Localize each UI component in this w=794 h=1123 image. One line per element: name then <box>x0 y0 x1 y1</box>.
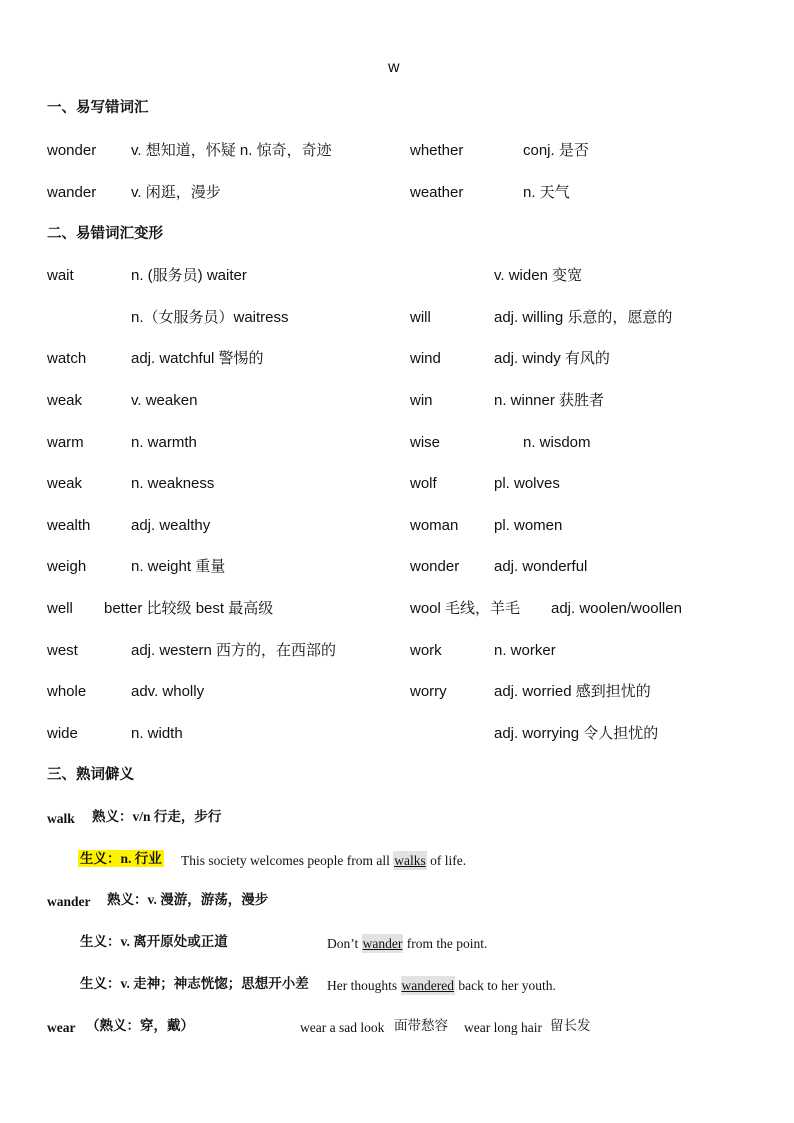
base-word: west <box>47 642 78 659</box>
vocab-meaning: n. 天气 <box>523 184 570 201</box>
word-form: adv. wholly <box>131 683 205 700</box>
example-text: of life. <box>426 853 467 868</box>
word-form: adj. windy 有风的 <box>494 350 610 367</box>
base-word: watch <box>47 350 87 367</box>
example-sentence <box>327 935 487 953</box>
example-text: Don’t <box>327 936 362 951</box>
word-form: n. weakness <box>131 475 215 492</box>
section-heading-1: 一、易写错词汇 <box>47 100 149 116</box>
phrase-translation: 留长发 <box>550 1018 591 1033</box>
word-form: adj. worrying 令人担忧的 <box>494 725 659 742</box>
vocab-meaning: v. 想知道，怀疑 n. 惊奇，奇迹 <box>131 142 332 159</box>
entry-word: walk <box>47 811 75 826</box>
word-form: better 比较级 best 最高级 <box>104 600 274 617</box>
rare-meaning <box>78 850 164 868</box>
word-form: adj. wonderful <box>494 558 588 575</box>
vocab-meaning: v. 闲逛，漫步 <box>131 184 221 201</box>
phrase-translation: 面带愁容 <box>394 1018 448 1033</box>
word-form: n. warmth <box>131 434 197 451</box>
base-word: worry <box>410 683 447 700</box>
base-word: win <box>410 392 433 409</box>
vocab-word: weather <box>410 184 464 201</box>
rare-meaning: 生义：v. 离开原处或正道 <box>80 934 228 949</box>
rare-meaning: 生义：v. 走神；神志恍惚；思想开小差 <box>80 976 309 991</box>
example-sentence <box>181 852 466 870</box>
base-word: will <box>410 309 431 326</box>
highlight-label: 生义：n. 行业 <box>80 851 162 866</box>
word-form: adj. watchful 警惕的 <box>131 350 264 367</box>
key-word: walks <box>394 853 426 868</box>
base-word: wool 毛线，羊毛 <box>410 600 521 617</box>
example-sentence <box>327 977 556 995</box>
section-heading-2: 二、易错词汇变形 <box>47 226 163 242</box>
example-text: from the point. <box>403 936 488 951</box>
word-form: n. width <box>131 725 183 742</box>
base-word: wise <box>410 434 441 451</box>
base-word: work <box>410 642 442 659</box>
word-form: n.（女服务员）waitress <box>131 309 289 326</box>
vocab-word: whether <box>410 142 464 159</box>
base-word: wealth <box>47 517 91 534</box>
entry-word: wear <box>47 1020 76 1035</box>
word-form: n. worker <box>494 642 556 659</box>
word-form: n. weight 重量 <box>131 558 226 575</box>
word-form: adj. woolen/woollen <box>551 600 682 617</box>
word-form: v. widen 变宽 <box>494 267 583 284</box>
base-word: wide <box>47 725 78 742</box>
base-word: wolf <box>410 475 437 492</box>
familiar-meaning: 熟义：v. 漫游，游荡，漫步 <box>107 892 269 907</box>
base-word: woman <box>410 517 459 534</box>
word-form: adj. worried 感到担忧的 <box>494 683 651 700</box>
base-word: warm <box>47 434 84 451</box>
word-form: pl. wolves <box>494 475 560 492</box>
example-text: Her thoughts <box>327 978 401 993</box>
familiar-meaning: 熟义：v/n 行走，步行 <box>92 809 222 824</box>
entry-word: wander <box>47 894 91 909</box>
vocab-word: wander <box>47 184 97 201</box>
word-form: n. winner 获胜者 <box>494 392 605 409</box>
vocab-meaning: conj. 是否 <box>523 142 589 159</box>
word-form: v. weaken <box>131 392 198 409</box>
word-form: adj. wealthy <box>131 517 211 534</box>
vocab-word: wonder <box>47 142 97 159</box>
section-heading-3: 三、熟词僻义 <box>47 767 134 783</box>
base-word: well <box>47 600 73 617</box>
example-phrase: wear long hair <box>464 1020 542 1035</box>
word-form: adj. willing 乐意的，愿意的 <box>494 309 673 326</box>
example-text: This society welcomes people from all <box>181 853 394 868</box>
base-word: whole <box>47 683 87 700</box>
example-text: back to her youth. <box>454 978 556 993</box>
word-form: n. wisdom <box>523 434 591 451</box>
word-form: pl. women <box>494 517 563 534</box>
example-phrase: wear a sad look <box>300 1020 385 1035</box>
base-word: weak <box>47 392 83 409</box>
word-form: n. (服务员) waiter <box>131 267 247 284</box>
word-form: adj. western 西方的，在西部的 <box>131 642 337 659</box>
familiar-meaning: （熟义：穿，戴） <box>86 1018 194 1033</box>
key-word: wandered <box>401 978 454 993</box>
base-word: weigh <box>47 558 87 575</box>
base-word: wind <box>410 350 441 367</box>
page-title: w <box>388 59 400 76</box>
base-word: weak <box>47 475 83 492</box>
base-word: wonder <box>410 558 460 575</box>
key-word: wander <box>362 936 403 951</box>
base-word: wait <box>47 267 74 284</box>
